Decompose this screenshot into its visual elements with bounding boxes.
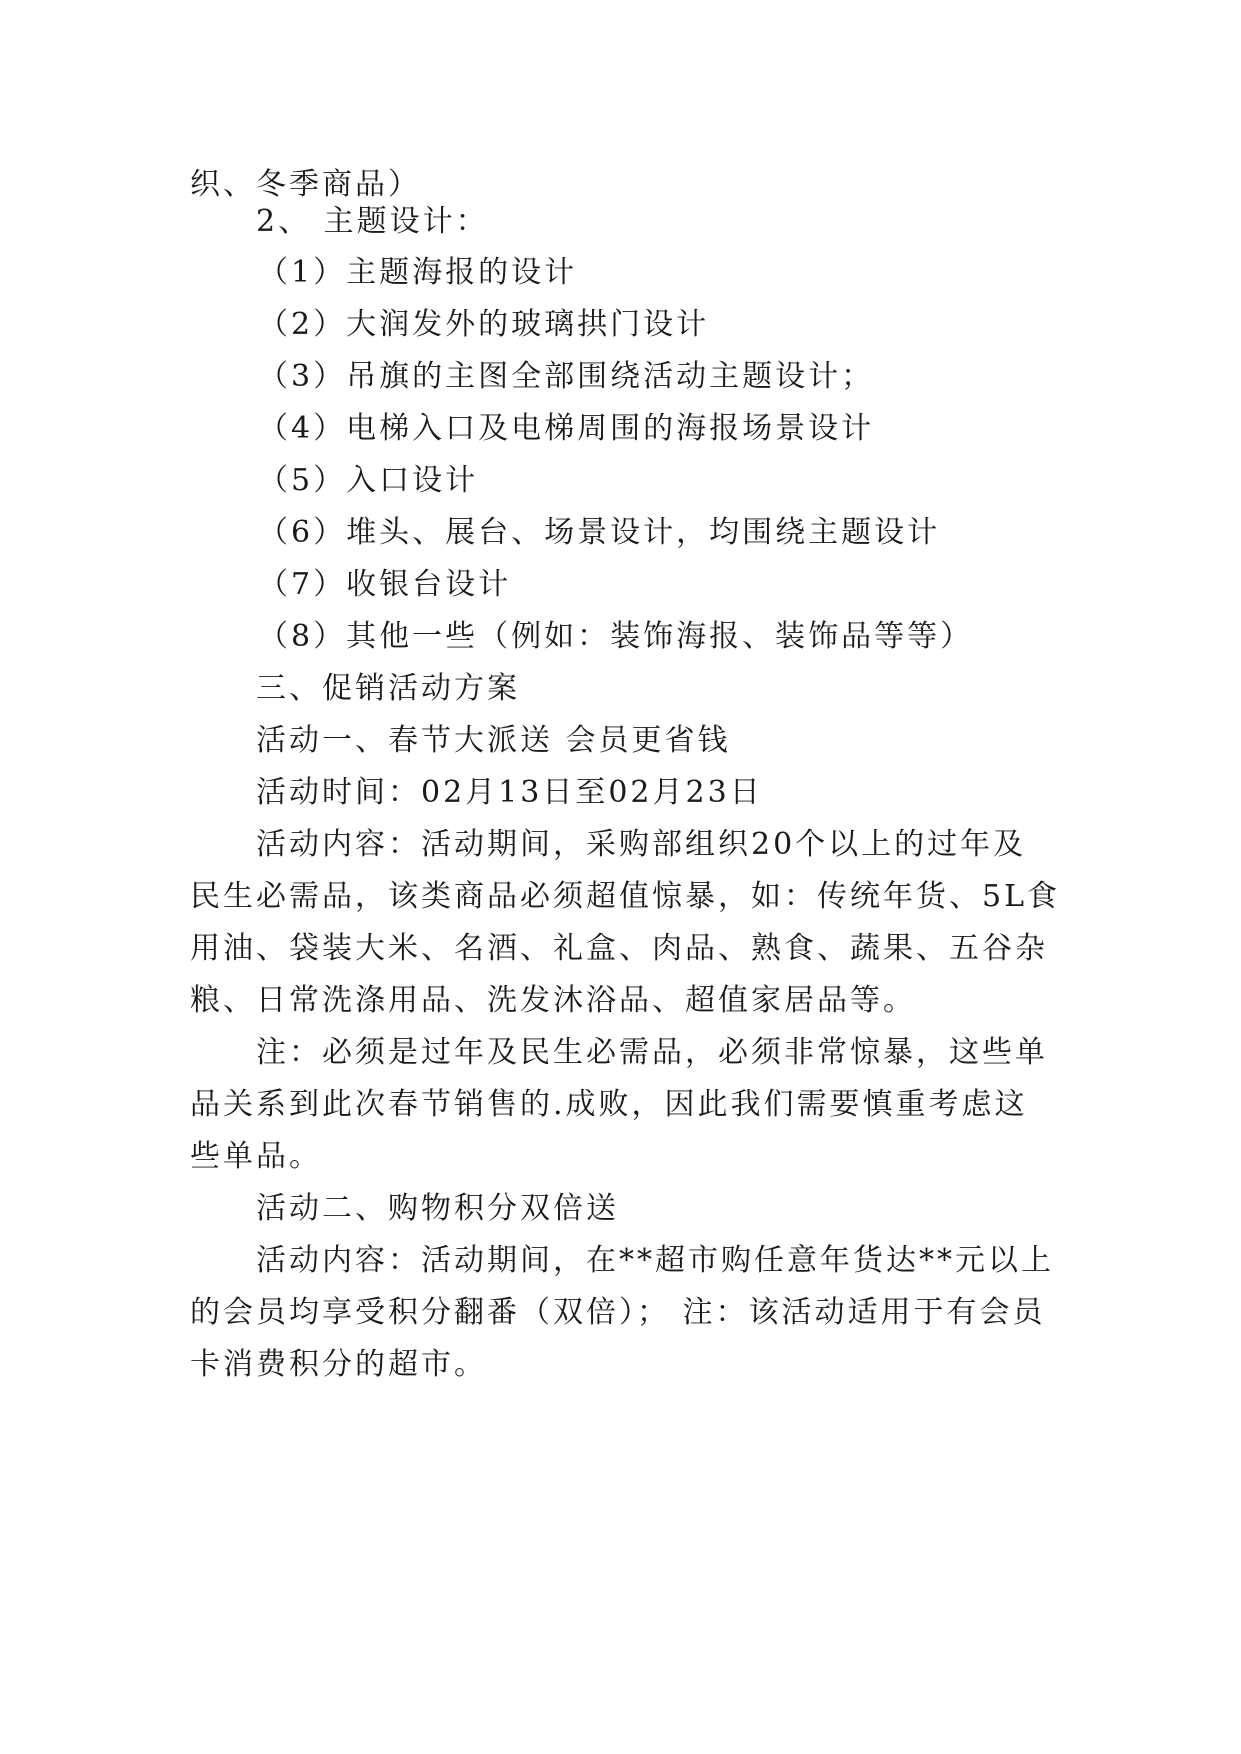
list-item: （8）其他一些（例如：装饰海报、装饰品等等） bbox=[258, 619, 974, 654]
note-line: 注：必须是过年及民生必需品，必须非常惊暴，这些单 bbox=[256, 1035, 1048, 1070]
paragraph-line: 用油、袋装大米、名酒、礼盒、肉品、熟食、蔬果、五谷杂 bbox=[190, 931, 1048, 966]
activity-title: 活动二、购物积分双倍送 bbox=[256, 1191, 619, 1226]
paragraph-line: 活动内容：活动期间，在**超市购任意年货达**元以上 bbox=[256, 1243, 1054, 1278]
text-line: 织、冬季商品） bbox=[190, 167, 421, 202]
note-line: 些单品。 bbox=[190, 1139, 322, 1174]
list-item: （3）吊旗的主图全部围绕活动主题设计； bbox=[258, 359, 875, 394]
paragraph-line: 卡消费积分的超市。 bbox=[190, 1347, 487, 1382]
paragraph-line: 活动内容：活动期间，采购部组织20个以上的过年及 bbox=[256, 827, 1027, 862]
list-item: （7）收银台设计 bbox=[258, 567, 512, 602]
list-item: （4）电梯入口及电梯周围的海报场景设计 bbox=[258, 411, 875, 446]
activity-title: 活动一、春节大派送 会员更省钱 bbox=[256, 723, 731, 758]
note-line: 品关系到此次春节销售的.成败，因此我们需要慎重考虑这 bbox=[190, 1087, 1028, 1122]
paragraph-line: 的会员均享受积分翻番（双倍）； 注：该活动适用于有会员 bbox=[190, 1295, 1046, 1330]
paragraph-line: 民生必需品，该类商品必须超值惊暴，如：传统年货、5L食 bbox=[190, 879, 1061, 914]
section-heading: 2、 主题设计： bbox=[256, 204, 489, 239]
list-item: （5）入口设计 bbox=[258, 463, 479, 498]
activity-time: 活动时间：02月13日至02月23日 bbox=[256, 775, 763, 810]
list-item: （1）主题海报的设计 bbox=[258, 255, 578, 290]
section-heading: 三、促销活动方案 bbox=[256, 671, 520, 706]
list-item: （6）堆头、展台、场景设计，均围绕主题设计 bbox=[258, 515, 941, 550]
list-item: （2）大润发外的玻璃拱门设计 bbox=[258, 307, 710, 342]
paragraph-line: 粮、日常洗涤用品、洗发沐浴品、超值家居品等。 bbox=[190, 983, 916, 1018]
